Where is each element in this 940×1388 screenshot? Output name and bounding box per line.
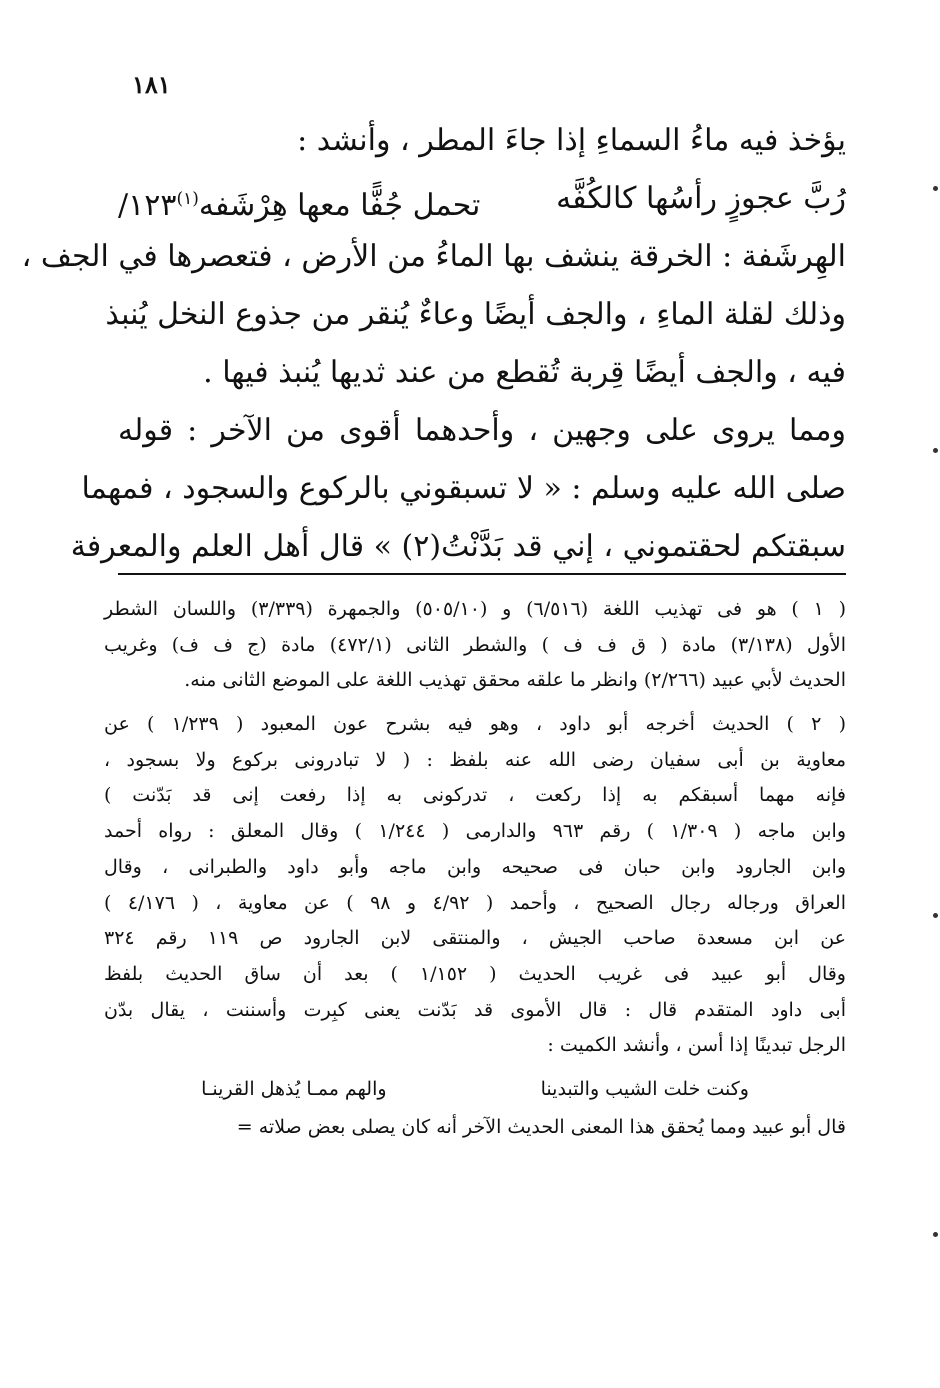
footnote-line: وابن الجارود وابن حبان فى صحيحه وابن ماجه وأبو داود والطبرانى ، وقال bbox=[104, 855, 846, 878]
footnote-line: الحديث لأبي عبيد (٢/٢٦٦) وانظر ما علقه محقق تهذيب اللغة على الموضع الثانى منه. bbox=[184, 669, 846, 692]
footnote-line: معاوية بن أبى سفيان رضى الله عنه بلفظ : ( لا تبادرونى بركوع ولا بسجود ، bbox=[104, 748, 846, 771]
footnote-line: وابن ماجه ( ١/٣٠٩ ) رقم ٩٦٣ والدارمى ( ١/٢٤٤ ) وقال المعلق : رواه أحمد bbox=[104, 820, 847, 843]
footnote-line: عن ابن مسعدة صاحب الجيش ، والمنتقى لابن الجارود ص ١١٩ رقم ٣٢٤ bbox=[104, 927, 846, 950]
verse-second-hemistich: تحمل جُفًّا معها هِرْشَفه$^{(١)}$١٢٣/ bbox=[118, 188, 481, 223]
main-line: سبقتكم لحقتموني ، إني قد بَدَّنْتُ(٢) » قال أهل العلم والمعرفة bbox=[70, 529, 846, 564]
footnote-2 bbox=[104, 707, 846, 1146]
margin-reference: ١٢٣/ bbox=[118, 188, 177, 223]
footnote-line: فإنه مهما أسبقكم به إذا ركعت ، تدركونى به إذا رفعت إنى قد بَدّنت ) bbox=[104, 784, 846, 807]
main-line: الهِرشَفة : الخرقة ينشف بها الماءُ من الأرض ، فتعصرها في الجف ، bbox=[21, 239, 846, 274]
footnote-line: أبى داود المتقدم قال : قال الأموى قد بَدّنت يعنى كبِرت وأسننت ، يقال بدّن bbox=[104, 998, 846, 1021]
footnote-line: الرجل تبدينًا إذا أسن ، وأنشد الكميت : bbox=[547, 1034, 846, 1057]
main-text bbox=[21, 112, 846, 576]
main-line: فيه ، والجف أيضًا قِربة تُقطع من عند ثديها يُنبذ فيها . bbox=[203, 355, 846, 390]
poem-verse bbox=[118, 170, 846, 228]
margin-dot bbox=[933, 448, 938, 453]
main-line: صلى الله عليه وسلم : « لا تسبقوني بالركوع والسجود ، فمهما bbox=[81, 471, 846, 506]
footnote-verse bbox=[104, 1064, 846, 1110]
footnotes bbox=[104, 592, 846, 1146]
margin-dot bbox=[933, 1232, 938, 1237]
verse-second-hemistich: والهم ممـا يُذهل القرينـا bbox=[201, 1077, 387, 1100]
margin-dot bbox=[933, 186, 938, 191]
footnote-separator bbox=[118, 573, 846, 575]
margin-dot bbox=[933, 913, 938, 918]
main-line: وذلك لقلة الماءِ ، والجف أيضًا وعاءٌ يُنقر من جذوع النخل يُنبذ bbox=[105, 297, 846, 332]
footnote-line: ( ١ ) هو فى تهذيب اللغة (٦/٥١٦) و (٥٠٥/١٠) والجمهرة (٣/٣٣٩) واللسان الشطر bbox=[104, 598, 846, 620]
footnote-line: ( ٢ ) الحديث أخرجه أبو داود ، وهو فيه بشرح عون المعبود ( ١/٢٣٩ ) عن bbox=[104, 713, 846, 736]
footnote-line: وقال أبو عبيد فى غريب الحديث ( ١/١٥٢ ) بعد أن ساق الحديث بلفظ bbox=[104, 962, 846, 985]
main-line: يؤخذ فيه ماءُ السماءِ إذا جاءَ المطر ، وأنشد : bbox=[297, 123, 846, 158]
footnote-line: العراق ورجاله رجال الصحيح ، وأحمد ( ٤/٩٢ و ٩٨ ) عن معاوية ، ( ٤/١٧٦ ) bbox=[104, 891, 846, 914]
footnote-line: قال أبو عبيد ومما يُحقق هذا المعنى الحديث الآخر أنه كان يصلى بعض صلاته = bbox=[236, 1115, 846, 1138]
footnote-marker: (١) bbox=[176, 189, 199, 209]
verse-first-hemistich: وكنت خلت الشيب والتبدينا bbox=[540, 1077, 749, 1100]
verse-first-hemistich: رُبَّ عجوزٍ رأسُها كالكُفَّه bbox=[556, 181, 846, 216]
footnote-1 bbox=[104, 592, 846, 699]
page-number: ١٨١ bbox=[132, 70, 171, 99]
main-line: ومما يروى على وجهين ، وأحدهما أقوى من الآخر : قوله bbox=[118, 413, 846, 448]
footnote-line: الأول (٣/١٣٨) مادة ( ق ف ف ) والشطر الثانى (٤٧٢/١) مادة (ج ف ف) وغريب bbox=[104, 633, 847, 656]
